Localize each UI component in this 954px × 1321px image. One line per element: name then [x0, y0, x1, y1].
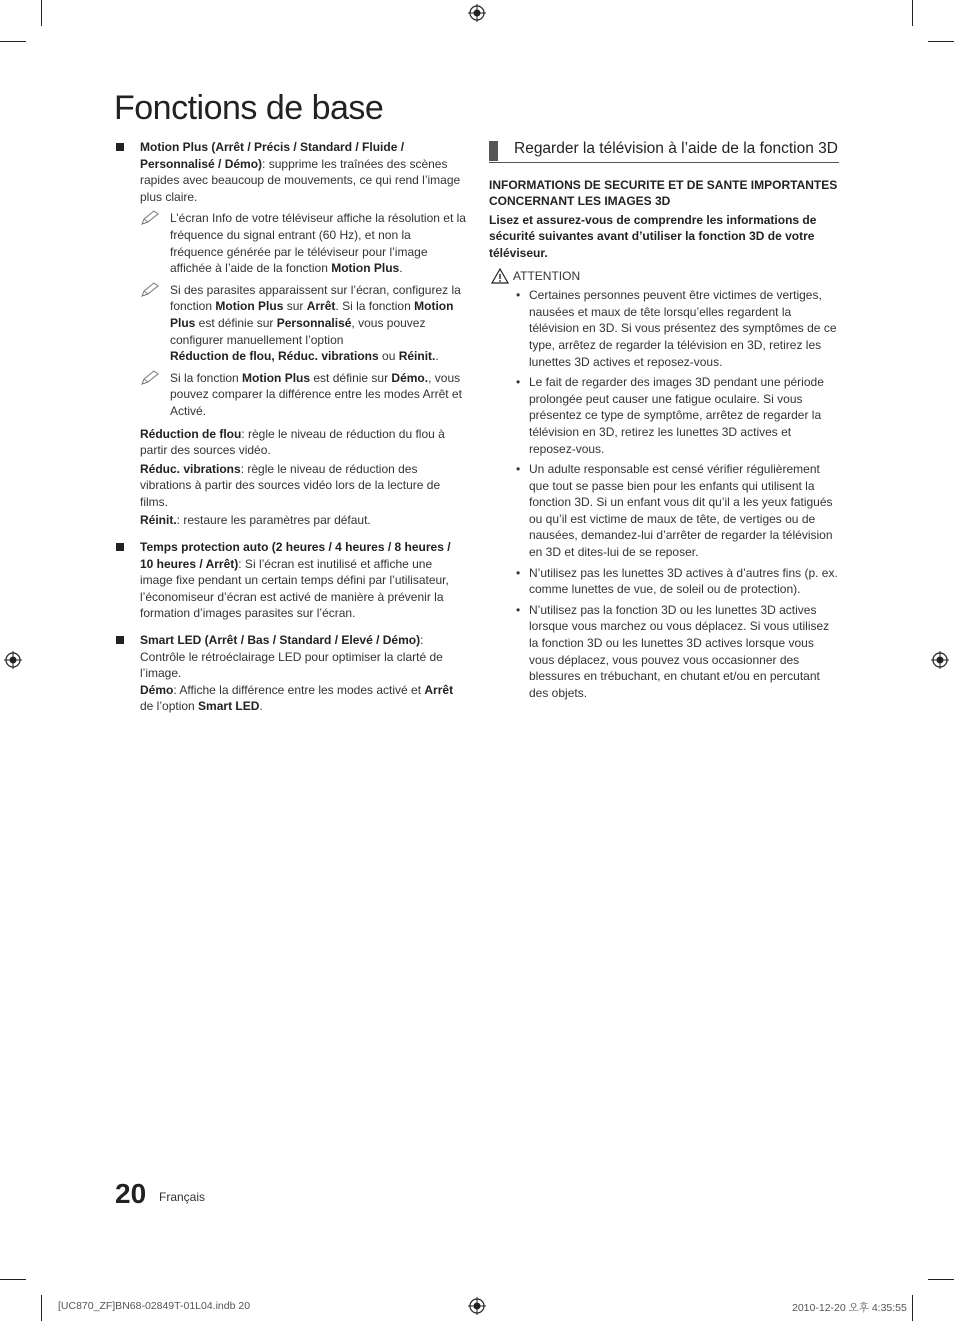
page-number: 20 [115, 1178, 147, 1209]
square-bullet-icon [116, 543, 124, 551]
sub-option-label: Réduc. vibrations [140, 461, 241, 476]
demo-bold: Arrêt [424, 682, 454, 697]
list-item [489, 461, 839, 561]
note-text: sur [283, 299, 307, 314]
registration-mark-icon [468, 1297, 486, 1315]
sub-option-reduction-flou [140, 426, 466, 459]
demo-bold: Smart LED [198, 699, 260, 714]
demo-text: . [259, 699, 263, 714]
note-bold: Personnalisé [276, 315, 352, 330]
note-bold: Arrêt [306, 299, 336, 314]
sub-option-label: Réduction de flou [140, 426, 242, 441]
note-text: . [435, 349, 439, 364]
crop-mark [928, 41, 954, 42]
crop-mark [0, 1279, 26, 1280]
temps-label: Temps protection auto (2 heures / 4 heures / 8 heures / 10 heures / Arrêt) [140, 540, 451, 571]
note-text: Si la fonction [170, 370, 243, 385]
note [140, 210, 466, 276]
motion-plus-desc: : supprime les traînées des scènes rapides avec beaucoup de mouvements, ce qui rend l’image plus claire. [140, 156, 461, 204]
registration-mark-icon [468, 4, 486, 22]
motion-plus-label: Motion Plus (Arrêt / Précis / Standard / Fluide / Personnalisé / Démo) [140, 140, 405, 171]
crop-mark [912, 1295, 913, 1321]
slug-file: [UC870_ZF]BN68-02849T-01L04.indb 20 [58, 1300, 251, 1312]
note-bold: Démo. [391, 370, 429, 385]
heading-bar [489, 141, 498, 161]
crop-mark [912, 0, 913, 26]
demo-text: : Affiche la différence entre les modes activé et [173, 682, 425, 697]
sub-option-label: Réinit. [140, 513, 177, 528]
intro-text: Lisez et assurez-vous de comprendre les informations de sécurité suivantes avant d’utiliser la fonction 3D de votre téléviseur. [489, 212, 817, 260]
note-text: L’écran Info de votre téléviseur affiche la résolution et la fréquence du signal entrant (60 Hz), et non la fréquence générée par le téléviseur pour l’image affichée à l’aide de la fonction [170, 211, 466, 276]
warning-title: INFORMATIONS DE SECURITE ET DE SANTE IMPORTANTES CONCERNANT LES IMAGES 3D [489, 177, 838, 209]
section-heading-text: Regarder la télévision à l’aide de la fonction 3D [514, 140, 838, 157]
smart-led-label: Smart LED (Arrêt / Bas / Standard / Elevé / Démo) [140, 633, 421, 648]
pencil-note-icon [140, 370, 160, 386]
note [140, 282, 466, 365]
list-item [489, 602, 839, 702]
attention-text: ATTENTION [513, 268, 581, 283]
section-heading [489, 139, 839, 163]
demo-label: Démo [140, 682, 174, 697]
sub-option-reduc-vibrations [140, 461, 466, 511]
bullet-text: Un adulte responsable est censé vérifier régulièrement que tout se passe bien pour les enfants qui utilisent la fonction 3D. Si un enfant vous dit qu’il a les yeux fatigués ou qu’il est victime de maux de tête, de vertiges ou de nausées, demandez-lui d’arrêter de regarder la télévision en 3D et dites-lui de se reposer. [529, 462, 833, 560]
attention-label [489, 268, 839, 285]
sub-option-reinit [140, 512, 466, 529]
note [140, 370, 466, 420]
note-bold: Réinit. [398, 349, 436, 364]
list-item-smart-led [114, 632, 466, 715]
list-item-motion-plus [114, 139, 466, 529]
bullet-text: Le fait de regarder des images 3D pendant une période prolongée peut causer une fatigue oculaire. Si vous présentez ce type de symptôme, arrêtez de regarder la télévision en 3D, retirez les lunettes 3D actives et reposez-vous. [529, 375, 824, 456]
registration-mark-icon [4, 651, 22, 669]
crop-mark [41, 0, 42, 26]
right-column [489, 139, 839, 705]
note-text: ou [378, 349, 399, 364]
page-title: Fonctions de base [114, 89, 384, 127]
note-bold: Motion Plus [331, 261, 400, 276]
slug-date: 2010-12-20 오후 4:35:55 [792, 1302, 907, 1314]
sub-option-text: : règle le niveau de réduction du flou à partir des sources vidéo. [140, 426, 445, 458]
note-bold: Motion Plus [242, 370, 311, 385]
note-text: , vous pouvez configurer manuellement l’option [170, 315, 426, 347]
note-text: , vous pouvez comparer la différence entre les modes Arrêt et Activé. [170, 370, 462, 418]
sub-option-text: : règle le niveau de réduction des vibrations à partir des sources vidéo lors de la lecture de films. [140, 461, 441, 509]
page-language: Français [159, 1190, 206, 1204]
registration-mark-icon [931, 651, 949, 669]
list-item [489, 374, 839, 457]
bullet-dot-icon: • [516, 462, 521, 477]
crop-mark [928, 1279, 954, 1280]
crop-mark [0, 41, 26, 42]
pencil-note-icon [140, 282, 160, 298]
attention-list [489, 287, 839, 701]
list-item-temps-protection [114, 539, 466, 622]
bullet-dot-icon: • [516, 602, 521, 617]
left-column [114, 139, 466, 725]
note-text: est définie sur [195, 315, 277, 330]
warning-triangle-icon [491, 268, 509, 284]
bullet-dot-icon: • [516, 565, 521, 580]
bullet-dot-icon: • [516, 288, 521, 303]
note-bold: Motion Plus [170, 299, 454, 330]
note-bold: Réduction de flou, Réduc. vibrations [170, 349, 379, 364]
bullet-text: N’utilisez pas la fonction 3D ou les lunettes 3D actives lorsque vous marchez ou vous déplacez. Si vous utilisez la fonction 3D ou les lunettes 3D actives lorsque vous vous déplacez, vous pouvez vous occasionner des blessures en trébuchant, en chutant et/ou en percutant des objets. [529, 602, 830, 700]
pencil-note-icon [140, 210, 160, 226]
bullet-dot-icon: • [516, 375, 521, 390]
note-text: . Si la fonction [335, 299, 415, 314]
smart-led-desc: : Contrôle le rétroéclairage LED pour optimiser la clarté de l’image. [140, 633, 443, 681]
list-item [489, 287, 839, 370]
bullet-text: N’utilisez pas les lunettes 3D actives à d’autres fins (p. ex. comme lunettes de vue, de soleil ou de protection). [529, 565, 838, 597]
crop-mark [41, 1295, 42, 1321]
bullet-text: Certaines personnes peuvent être victimes de vertiges, nausées et maux de tête lorsqu’elles regardent la télévision en 3D. Si vous présentez des symptômes de ce type, arrêtez de regarder la télévision en 3D, retirez les lunettes 3D actives et reposez-vous. [529, 288, 837, 369]
note-text: . [399, 261, 403, 276]
list-item [489, 565, 839, 598]
sub-option-text: : restaure les paramètres par défaut. [176, 513, 371, 528]
demo-text: de l’option [140, 699, 199, 714]
square-bullet-icon [116, 143, 124, 151]
square-bullet-icon [116, 636, 124, 644]
note-text: Si des parasites apparaissent sur l’écran, configurez la fonction [170, 282, 461, 314]
temps-desc: : Si l’écran est inutilisé et affiche une image fixe pendant un certain temps défini par l’utilisateur, l’économiseur d’écran est activé de manière à prévenir la formation d’images parasites sur l’écran. [140, 556, 449, 621]
note-bold: Motion Plus [215, 299, 284, 314]
note-text: est définie sur [310, 370, 392, 385]
